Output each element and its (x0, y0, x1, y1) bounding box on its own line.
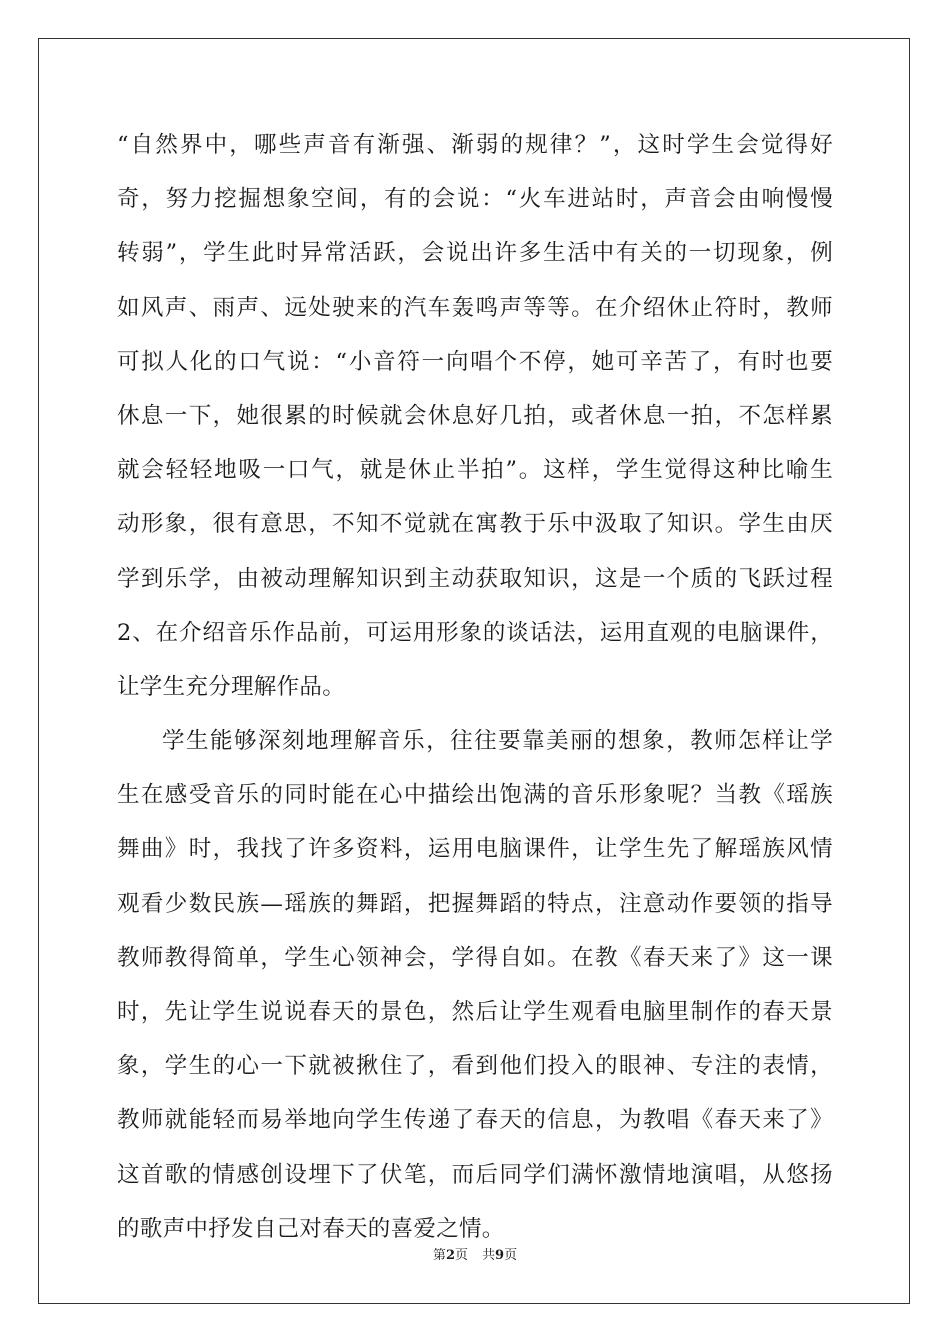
text-line: 舞曲》时，我找了许多资料，运用电脑课件，让学生先了解瑶族风情 (117, 836, 833, 863)
text-line: 动形象，很有意思，不知不觉就在寓教于乐中汲取了知识。学生由厌 (117, 511, 833, 538)
text-line: “自然界中，哪些声音有渐强、渐弱的规律？”，这时学生会觉得好 (117, 132, 833, 158)
text-line: 象，学生的心一下就被揪住了，看到他们投入的眼神、专注的表情， (117, 1053, 833, 1080)
text-line: 2、在介绍音乐作品前，可运用形象的谈话法，运用直观的电脑课件， (117, 619, 833, 646)
text-line: 让学生充分理解作品。 (117, 673, 346, 700)
text-line: 休息一下，她很累的时候就会休息好几拍，或者休息一拍，不怎样累 (117, 402, 833, 429)
text-line: 观看少数民族—瑶族的舞蹈，把握舞蹈的特点，注意动作要领的指导 (117, 890, 833, 917)
total-prefix: 共 (482, 1248, 496, 1263)
text-line: 就会轻轻地吸一口气，就是休止半拍”。这样，学生觉得这种比喻生 (117, 457, 833, 484)
text-line: 这首歌的情感创设埋下了伏笔，而后同学们满怀激情地演唱，从悠扬 (117, 1161, 833, 1188)
paragraph-first-line: 学生能够深刻地理解音乐，往往要靠美丽的想象，教师怎样让学 (162, 728, 833, 755)
text-line: 学到乐学，由被动理解知识到主动获取知识，这是一个质的飞跃过程 (117, 565, 833, 592)
text-line: 教师就能轻而易举地向学生传递了春天的信息，为教唱《春天来了》 (117, 1107, 833, 1134)
text-line: 时，先让学生说说春天的景色，然后让学生观看电脑里制作的春天景 (117, 999, 833, 1025)
text-line: 生在感受音乐的同时能在心中描绘出饱满的音乐形象呢？当教《瑶族 (117, 782, 833, 809)
text-line: 如风声、雨声、远处驶来的汽车轰鸣声等等。在介绍休止符时，教师 (117, 294, 833, 321)
page-prefix: 第 (432, 1248, 446, 1263)
text-line: 教师教得简单，学生心领神会，学得自如。在教《春天来了》这一课 (117, 944, 833, 971)
text-line: 可拟人化的口气说：“小音符一向唱个不停，她可辛苦了，有时也要 (117, 348, 833, 375)
total-pages: 9 (495, 1248, 505, 1263)
text-line: 转弱”，学生此时异常活跃，会说出许多生活中有关的一切现象，例 (117, 240, 833, 267)
text-line: 的歌声中抒发自己对春天的喜爱之情。 (117, 1215, 505, 1242)
total-suffix: 页 (504, 1248, 518, 1263)
page-suffix: 页 (454, 1248, 468, 1263)
document-body (117, 128, 833, 1266)
page-footer (0, 1244, 950, 1263)
text-line: 奇，努力挖掘想象空间，有的会说：“火车进站时，声音会由响慢慢 (117, 186, 833, 213)
page-number: 2 (445, 1248, 455, 1263)
